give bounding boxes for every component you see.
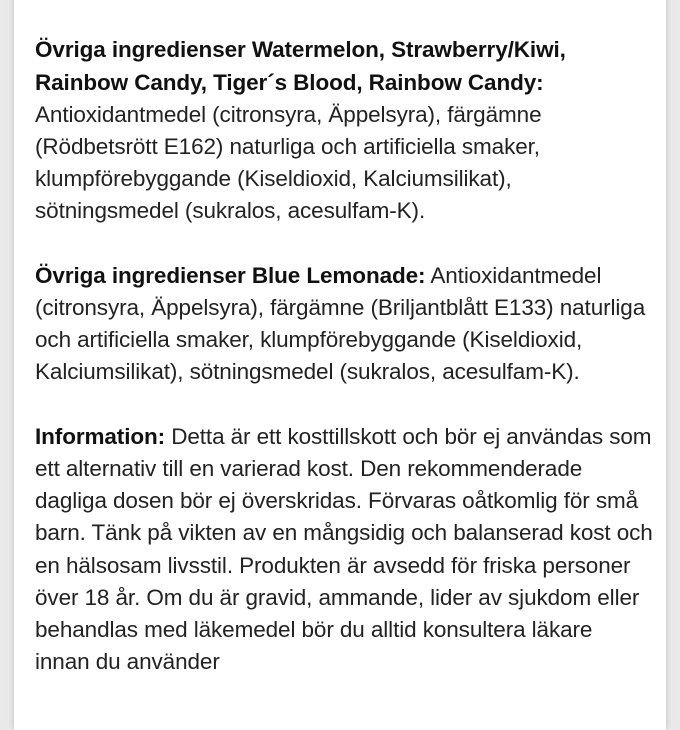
section-other-ingredients-blue-lemonade: [35, 260, 653, 389]
section-body: Antioxidantmedel (citronsyra, Äppelsyra), färgämne (Briljantblått E133) naturliga och artificiella smaker, klumpförebyggande (Kiseldioxid, Kalciumsilikat), sötningsmedel (sukralos, acesulfam-K).: [35, 262, 646, 385]
section-information: [35, 421, 653, 679]
product-info-card: [14, 0, 666, 730]
section-body: Antioxidantmedel (citronsyra, Äppelsyra), färgämne (Rödbetsrött E162) naturliga och artificiella smaker, klumpförebyggande (Kiseldioxid, Kalciumsilikat), sötningsmedel (sukralos, acesulfam-K).: [35, 101, 542, 224]
section-heading: Övriga ingredienser Blue Lemonade:: [35, 262, 426, 288]
section-heading: Information:: [35, 423, 166, 449]
section-other-ingredients-flavors: [35, 34, 653, 227]
section-heading: Övriga ingredienser Watermelon, Strawberry/Kiwi, Rainbow Candy, Tiger´s Blood, Rainbow Candy:: [35, 37, 566, 95]
cut-off-previous-line: [35, 0, 653, 2]
ingredient-text-block: [35, 0, 653, 711]
section-body: Detta är ett kosttillskott och bör ej användas som ett alternativ till en varierad kost. Den rekommenderade dagliga dosen bör ej överskridas. Förvaras oåtkomlig för små barn. Tänk på vikten av en mångsidig och balanserad kost och en hälsosam livsstil. Produkten är avsedd för friska personer över 18 år. Om du är gravid, ammande, lider av sjukdom eller behandlas med läkemedel bör du alltid konsultera läkare innan du använder: [35, 423, 653, 675]
